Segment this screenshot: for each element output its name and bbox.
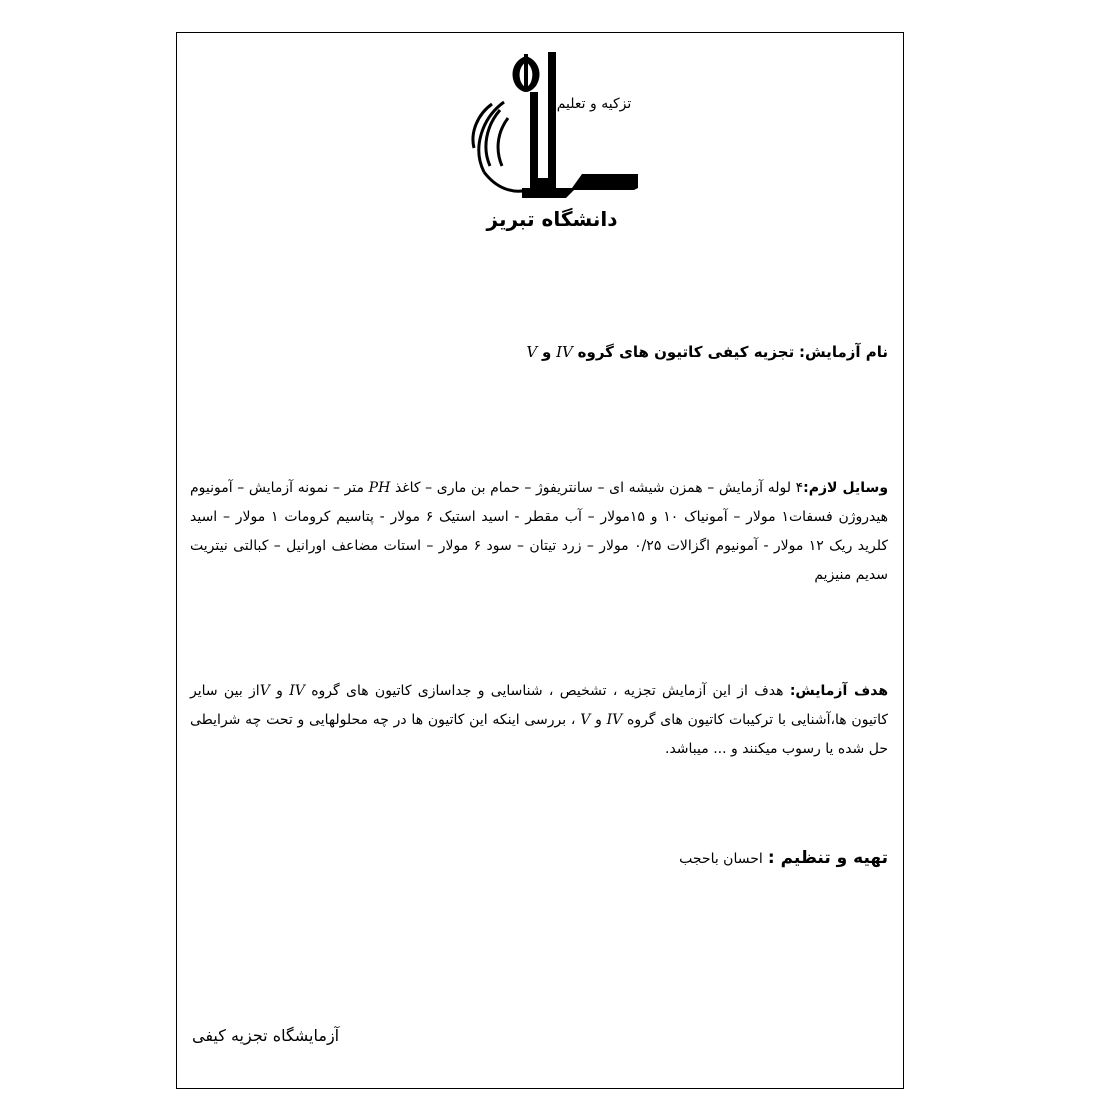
experiment-title bbox=[190, 338, 888, 367]
equipment-paragraph bbox=[190, 474, 888, 590]
title-connector: و bbox=[542, 343, 552, 361]
goal-group-4: V bbox=[580, 712, 591, 728]
goal-label: هدف آزمایش: bbox=[789, 683, 889, 699]
preparer-line bbox=[190, 843, 888, 874]
equipment-label: وسایل لازم: bbox=[803, 480, 889, 496]
goal-and-1: و bbox=[276, 683, 283, 699]
group-v: V bbox=[526, 343, 538, 361]
iran-emblem-icon bbox=[513, 54, 540, 92]
ph-label: PH bbox=[368, 480, 391, 496]
preparer-name: احسان باحجب bbox=[679, 851, 763, 867]
goal-text-1: هدف از این آزمایش تجزیه ، تشخیص ، شناسایی و جداسازی کاتیون های گروه bbox=[311, 683, 784, 699]
experiment-title-text: تجزیه کیفی کاتیون های گروه bbox=[577, 343, 795, 361]
experiment-title-label: نام آزمایش: bbox=[798, 343, 888, 361]
goal-text-2: از بین سایر کاتیون ها،آشنایی با ترکیبات کاتیون های گروه bbox=[190, 683, 889, 728]
equipment-text-1: ۴ لوله آزمایش – همزن شیشه ای – سانتریفوژ – حمام بن ماری – کاغذ bbox=[394, 480, 804, 496]
university-of-tabriz-logo bbox=[462, 48, 642, 238]
goal-group-3: IV bbox=[606, 712, 623, 728]
goal-and-2: و bbox=[595, 712, 602, 728]
goal-paragraph bbox=[190, 677, 888, 764]
equipment-text-2: متر – نمونه آزمایش – آمونیوم هیدروژن فسفات۱ مولار – آمونیاک ۱۰ و ۱۵مولار – آب مقطر - اسید استیک ۶ مولار - پتاسیم کرومات ۱ مولار – اسید کلرید ریک ۱۲ مولار - آمونیوم اگزالات ۰/۲۵ مولار – زرد تیتان – سود ۶ مولار – استات مضاعف اورانیل – کبالتی نیتریت سدیم منیزیم bbox=[190, 480, 888, 583]
wing-icon bbox=[473, 102, 528, 191]
logo-year: ۱۳۲۶ bbox=[536, 189, 556, 199]
university-name: دانشگاه تبریز bbox=[486, 207, 618, 231]
lab-name-footer: آزمایشگاه تجزیه کیفی bbox=[192, 1026, 340, 1045]
logo-motto: تزکیه و تعلیم bbox=[556, 96, 632, 112]
goal-text-3: ، بررسی اینکه این کاتیون ها در چه محلولهایی و تحت چه شرایطی حل شده یا رسوب میکنند و ... میباشد. bbox=[190, 712, 888, 757]
group-iv: IV bbox=[556, 343, 573, 361]
preparer-label: تهیه و تنظیم : bbox=[767, 848, 888, 868]
goal-group-1: IV bbox=[289, 683, 305, 699]
goal-group-2: V bbox=[259, 683, 270, 699]
